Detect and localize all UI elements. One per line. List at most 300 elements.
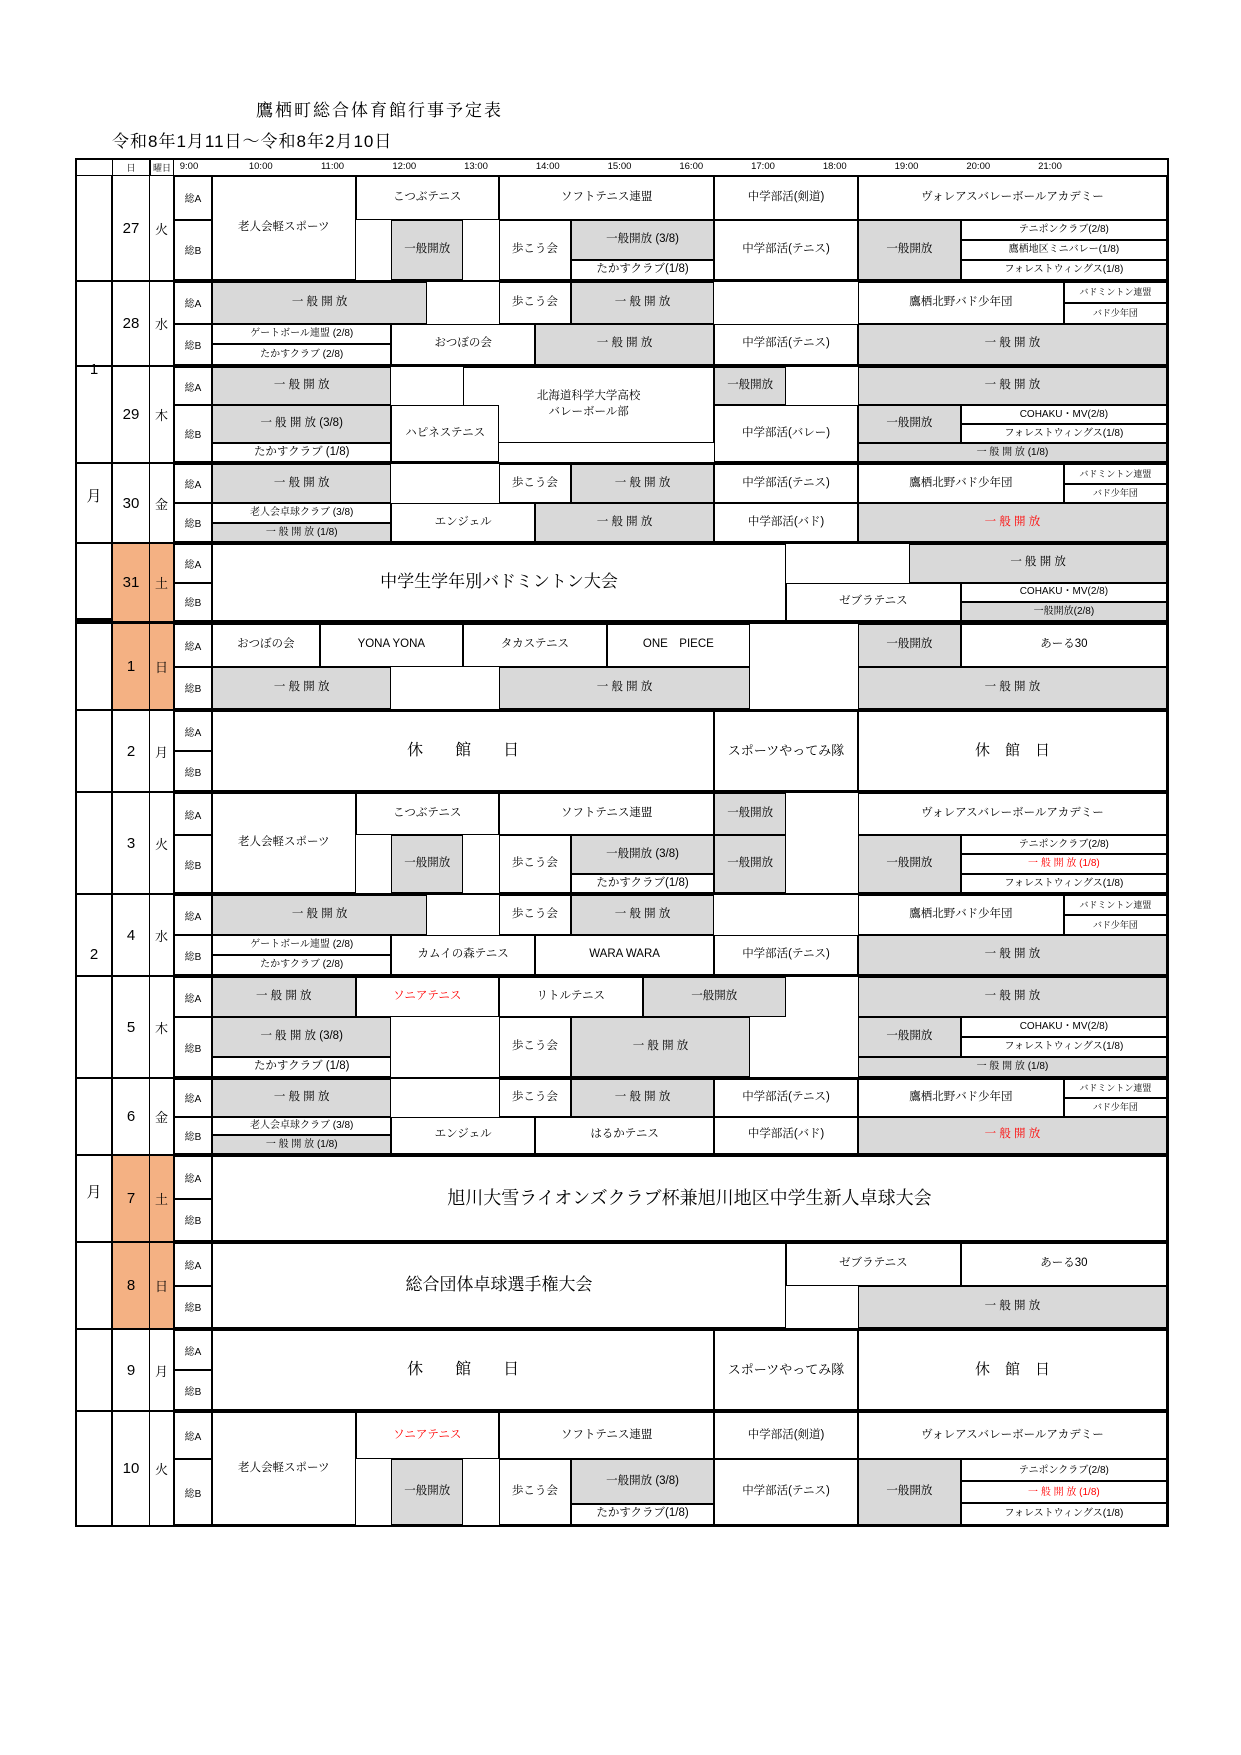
schedule-table xyxy=(75,158,1169,1527)
schedule-cell-text: 一 般 開 放 xyxy=(1010,556,1066,569)
room-label-b: 総B xyxy=(174,1370,212,1410)
schedule-cell xyxy=(961,854,1167,873)
room-label-a: 総A xyxy=(174,711,212,751)
schedule-cell-text: 一 般 開 放 xyxy=(984,1299,1041,1312)
time-label: 13:00 xyxy=(464,161,488,172)
schedule-cell xyxy=(858,1459,961,1525)
schedule-cell-text: フォレストウィングス(1/8) xyxy=(1004,427,1124,439)
schedule-cell xyxy=(714,464,858,503)
schedule-cell-text: 一 般 開 放 xyxy=(614,908,671,921)
schedule-cell-text: バド少年団 xyxy=(1093,1102,1138,1113)
schedule-cell-text: 歩こう会 xyxy=(511,1090,558,1103)
schedule-cell xyxy=(714,324,858,366)
month-label-january xyxy=(77,175,112,621)
schedule-cell-text: バド少年団 xyxy=(1093,308,1138,319)
day-number: 1 xyxy=(112,624,150,709)
time-area xyxy=(212,977,1167,1077)
schedule-cell xyxy=(212,1412,356,1525)
schedule-cell xyxy=(499,220,571,280)
schedule-cell-text: 一 般 開 放 (1/8) xyxy=(1028,858,1100,870)
day-number: 8 xyxy=(112,1243,150,1328)
time-label: 10:00 xyxy=(248,161,273,172)
schedule-cell-text: 一 般 開 放 (1/8) xyxy=(976,1061,1049,1073)
schedule-cell xyxy=(356,793,500,835)
schedule-cell-text: 鷹栖北野バド少年団 xyxy=(909,476,1013,489)
schedule-cell-text: 一般開放 xyxy=(727,857,774,870)
schedule-cell xyxy=(714,1117,858,1155)
schedule-cell xyxy=(961,240,1167,260)
month-number: 1 xyxy=(89,361,99,379)
schedule-cell-text: カムイの森テニス xyxy=(417,948,509,961)
schedule-cell-text: エンジェル xyxy=(434,1128,492,1141)
schedule-cell xyxy=(714,1459,858,1525)
schedule-cell-text: 一 般 開 放 xyxy=(984,948,1041,961)
schedule-cell-text: バド少年団 xyxy=(1093,488,1138,499)
schedule-cell xyxy=(212,793,356,893)
schedule-cell xyxy=(463,624,607,667)
schedule-cell xyxy=(909,544,1167,583)
time-area xyxy=(212,793,1167,893)
room-label-a: 総A xyxy=(174,176,212,220)
schedule-cell xyxy=(961,583,1167,602)
weekday-label: 月 xyxy=(150,1330,174,1410)
room-label-b: 総B xyxy=(174,324,212,366)
schedule-cell-text: たかすクラブ(1/8) xyxy=(596,876,689,889)
schedule-cell-text: 鷹栖地区ミニバレー(1/8) xyxy=(1008,244,1120,256)
schedule-cell xyxy=(858,835,961,893)
weekday-label: 火 xyxy=(150,176,174,280)
day-number: 10 xyxy=(112,1412,150,1525)
time-area xyxy=(212,176,1167,280)
schedule-cell-text: 北海道科学大学高校 xyxy=(536,390,641,403)
schedule-cell xyxy=(858,624,961,667)
schedule-cell xyxy=(212,344,391,365)
room-label-b: 総B xyxy=(174,1459,212,1525)
schedule-cell xyxy=(1064,1098,1167,1117)
schedule-cell xyxy=(356,176,500,220)
schedule-cell xyxy=(571,835,715,874)
weekday-label: 火 xyxy=(150,793,174,893)
schedule-cell-text: 一 般 開 放 xyxy=(291,908,348,921)
time-area xyxy=(212,1330,1167,1410)
schedule-cell-text: 一 般 開 放 xyxy=(596,515,653,528)
schedule-cell xyxy=(499,793,714,835)
schedule-cell xyxy=(858,935,1167,975)
day-row xyxy=(77,621,1167,709)
schedule-cell-text: 中学部活(テニス) xyxy=(742,476,830,489)
schedule-cell-text: 一般開放 xyxy=(886,417,933,430)
day-row xyxy=(77,1077,1167,1154)
schedule-cell xyxy=(961,260,1167,280)
schedule-cell-text: フォレストウィングス(1/8) xyxy=(1004,1041,1124,1053)
weekday-label: 木 xyxy=(150,977,174,1077)
time-area xyxy=(212,1412,1167,1525)
schedule-cell-text: 一般開放 xyxy=(404,243,451,256)
month-label-february xyxy=(77,621,112,1525)
schedule-cell-text: 一般開放 xyxy=(404,857,451,870)
time-label: 12:00 xyxy=(392,161,417,172)
schedule-cell-text: 一 般 開 放 xyxy=(614,295,671,308)
schedule-cell-text: COHAKU・MV(2/8) xyxy=(1019,1021,1109,1033)
schedule-cell-text: 一般開放 xyxy=(886,857,933,870)
schedule-cell xyxy=(858,1330,1167,1410)
schedule-cell-text: 一 般 開 放 xyxy=(984,680,1041,693)
schedule-cell xyxy=(571,1079,715,1117)
schedule-cell-text: 中学部活(テニス) xyxy=(742,948,830,961)
room-label-b: 総B xyxy=(174,751,212,791)
schedule-cell xyxy=(571,282,715,324)
schedule-cell xyxy=(714,1079,858,1117)
schedule-cell-text: ゲートボール連盟 (2/8) xyxy=(250,939,354,951)
schedule-cell-text: 中学部活(テニス) xyxy=(742,1090,830,1103)
schedule-cell xyxy=(858,1057,1167,1077)
time-area xyxy=(212,282,1167,365)
schedule-cell xyxy=(858,503,1167,542)
schedule-cell-text: リトルテニス xyxy=(536,990,606,1003)
schedule-cell xyxy=(212,667,391,710)
schedule-cell xyxy=(212,443,391,462)
schedule-cell xyxy=(212,523,391,543)
schedule-cell xyxy=(858,1286,1167,1329)
schedule-cell-text: たかすクラブ (1/8) xyxy=(253,1060,350,1073)
schedule-cell xyxy=(961,1017,1167,1037)
schedule-cell xyxy=(714,1330,858,1410)
schedule-cell-text: バレーボール部 xyxy=(548,406,629,418)
schedule-cell-text: 歩こう会 xyxy=(511,1040,558,1053)
schedule-cell xyxy=(356,977,500,1017)
schedule-cell xyxy=(786,1243,961,1286)
page-title: 鷹栖町総合体育館行事予定表 xyxy=(256,101,503,120)
schedule-cell xyxy=(858,895,1064,935)
time-label: 9:00 xyxy=(179,161,199,172)
schedule-cell xyxy=(1064,1079,1167,1098)
time-label: 11:00 xyxy=(320,161,345,172)
time-label: 14:00 xyxy=(535,161,560,172)
schedule-cell xyxy=(212,1135,391,1154)
schedule-cell xyxy=(714,711,858,791)
schedule-cell-text: 一 般 開 放 xyxy=(596,680,653,693)
schedule-cell-text: 一般開放 xyxy=(691,990,738,1003)
schedule-cell xyxy=(961,835,1167,854)
schedule-cell xyxy=(1064,484,1167,504)
time-area xyxy=(212,1079,1167,1154)
schedule-cell xyxy=(320,624,464,667)
day-row xyxy=(77,365,1167,462)
time-area xyxy=(212,1243,1167,1328)
schedule-cell-text: バドミントン連盟 xyxy=(1079,899,1152,910)
weekday-label: 金 xyxy=(150,1079,174,1154)
schedule-cell-text: テニポンクラブ(2/8) xyxy=(1018,224,1109,235)
schedule-cell xyxy=(535,1117,714,1155)
schedule-cell-text: ヴォレアスバレーボールアカデミー xyxy=(921,1428,1104,1441)
schedule-cell xyxy=(714,367,786,405)
schedule-cell-text: 中学部活(バド) xyxy=(747,515,825,528)
schedule-cell-text: 中学部活(剣道) xyxy=(747,191,825,204)
schedule-cell-text: COHAKU・MV(2/8) xyxy=(1019,586,1109,598)
schedule-cell-text: 歩こう会 xyxy=(511,476,558,489)
schedule-cell xyxy=(714,793,786,835)
schedule-cell xyxy=(499,835,571,893)
schedule-cell-text: 一 般 開 放 (1/8) xyxy=(265,526,338,538)
day-row xyxy=(77,462,1167,542)
schedule-cell xyxy=(499,667,750,710)
schedule-cell-text: 中学部活(テニス) xyxy=(742,337,830,350)
day-row xyxy=(77,791,1167,893)
schedule-cell xyxy=(212,367,391,405)
schedule-cell-text: 休 館 日 xyxy=(974,1360,1050,1378)
time-label: 21:00 xyxy=(1038,161,1062,172)
room-label-b: 総B xyxy=(174,583,212,622)
room-label-b: 総B xyxy=(174,220,212,280)
schedule-cell xyxy=(463,367,714,443)
day-row xyxy=(77,542,1167,621)
schedule-cell-text: YONA YONA xyxy=(357,638,426,651)
schedule-cell xyxy=(535,935,714,975)
schedule-cell xyxy=(571,1459,715,1503)
schedule-cell-text: ゲートボール連盟 (2/8) xyxy=(250,328,354,340)
schedule-cell xyxy=(499,1017,571,1077)
schedule-cell xyxy=(535,503,714,542)
schedule-cell-text: おつぼの会 xyxy=(434,337,492,350)
schedule-cell xyxy=(571,874,715,893)
weekday-column-header: 曜日 xyxy=(150,160,174,175)
day-row xyxy=(77,1154,1167,1241)
room-label-b: 総B xyxy=(174,1017,212,1077)
schedule-cell xyxy=(714,503,858,542)
schedule-cell xyxy=(212,324,391,345)
schedule-cell-text: 一 般 開 放 xyxy=(614,476,671,489)
time-area xyxy=(212,367,1167,462)
schedule-cell-text: 一般開放 xyxy=(727,379,774,392)
schedule-cell-text: 総合団体卓球選手権大会 xyxy=(405,1275,593,1295)
day-row xyxy=(77,1410,1167,1525)
schedule-cell xyxy=(858,176,1167,220)
schedule-cell xyxy=(858,464,1064,503)
schedule-cell-text: ソニアテニス xyxy=(393,1428,462,1441)
room-label-b: 総B xyxy=(174,503,212,542)
day-row xyxy=(77,975,1167,1077)
schedule-cell xyxy=(1064,915,1167,935)
room-label-a: 総A xyxy=(174,977,212,1017)
schedule-cell-text: 一般開放 (3/8) xyxy=(606,233,679,246)
schedule-cell xyxy=(961,1243,1167,1286)
weekday-label: 木 xyxy=(150,367,174,462)
day-number: 7 xyxy=(112,1156,150,1241)
schedule-cell-text: バドミントン連盟 xyxy=(1079,1083,1152,1094)
schedule-cell xyxy=(1064,895,1167,915)
room-label-a: 総A xyxy=(174,544,212,583)
schedule-cell xyxy=(961,405,1167,424)
schedule-cell-text: 一 般 開 放 xyxy=(984,1128,1041,1141)
schedule-cell xyxy=(961,1459,1167,1481)
schedule-cell-text: 一 般 開 放 xyxy=(614,1090,671,1103)
schedule-cell xyxy=(858,220,961,280)
schedule-cell-text: ソフトテニス連盟 xyxy=(560,807,653,820)
weekday-label: 月 xyxy=(150,711,174,791)
room-label-b: 総B xyxy=(174,1117,212,1155)
room-label-a: 総A xyxy=(174,895,212,935)
schedule-cell xyxy=(858,667,1167,710)
schedule-cell-text: 中学生学年別バドミントン大会 xyxy=(380,572,618,592)
room-label-a: 総A xyxy=(174,1412,212,1459)
weekday-label: 日 xyxy=(150,1243,174,1328)
schedule-cell xyxy=(499,282,571,324)
schedule-cell-text: 中学部活(バド) xyxy=(747,1128,825,1141)
schedule-cell xyxy=(607,624,751,667)
time-label: 15:00 xyxy=(607,161,632,172)
schedule-cell xyxy=(535,324,714,366)
schedule-cell xyxy=(212,464,391,503)
date-range: 令和8年1月11日～令和8年2月10日 xyxy=(112,132,393,151)
schedule-cell xyxy=(499,1459,571,1525)
schedule-cell xyxy=(212,1330,714,1410)
schedule-cell xyxy=(961,624,1167,667)
schedule-cell xyxy=(571,1504,715,1525)
schedule-cell xyxy=(499,176,714,220)
month-number: 2 xyxy=(89,946,99,964)
schedule-cell-text: 一般開放 xyxy=(886,1485,933,1498)
time-area xyxy=(212,1156,1167,1241)
schedule-cell xyxy=(571,1017,750,1077)
schedule-cell-text: たかすクラブ(1/8) xyxy=(596,1507,689,1520)
schedule-cell xyxy=(571,260,715,280)
schedule-cell-text: 一般開放 xyxy=(404,1485,451,1498)
weekday-label: 土 xyxy=(150,1156,174,1241)
schedule-cell xyxy=(961,424,1167,443)
schedule-cell xyxy=(212,1057,391,1077)
room-label-a: 総A xyxy=(174,1156,212,1199)
schedule-cell xyxy=(858,1017,961,1057)
schedule-cell-text: スポーツやってみ隊 xyxy=(727,1362,845,1378)
schedule-cell xyxy=(499,1412,714,1459)
day-number: 29 xyxy=(112,367,150,462)
schedule-cell-text: フォレストウィングス(1/8) xyxy=(1004,264,1124,276)
room-label-a: 総A xyxy=(174,282,212,324)
time-area xyxy=(212,544,1167,621)
schedule-cell xyxy=(858,1117,1167,1155)
schedule-cell xyxy=(961,874,1167,893)
time-area xyxy=(212,895,1167,975)
schedule-cell-text: たかすクラブ(1/8) xyxy=(596,263,689,276)
schedule-cell xyxy=(391,220,463,280)
schedule-cell-text: 休 館 日 xyxy=(407,742,520,760)
schedule-cell-text: 一 般 開 放 xyxy=(984,337,1041,350)
day-row xyxy=(77,1328,1167,1410)
schedule-cell xyxy=(499,1079,571,1117)
month-kanji: 月 xyxy=(86,1184,102,1202)
schedule-cell xyxy=(858,977,1167,1017)
schedule-cell xyxy=(212,955,391,975)
schedule-cell-text: 一 般 開 放 (1/8) xyxy=(265,1138,338,1150)
day-number: 31 xyxy=(112,544,150,621)
room-label-b: 総B xyxy=(174,667,212,710)
schedule-cell xyxy=(212,503,391,523)
schedule-cell-text: 老人会軽スポーツ xyxy=(237,836,330,849)
schedule-cell xyxy=(858,367,1167,405)
schedule-cell-text: エンジェル xyxy=(434,515,492,528)
schedule-cell-text: 鷹栖北野バド少年団 xyxy=(909,1090,1013,1103)
schedule-cell-text: 休 館 日 xyxy=(974,741,1050,759)
schedule-cell xyxy=(714,935,858,975)
room-label-a: 総A xyxy=(174,464,212,503)
schedule-cell-text: 一 般 開 放 xyxy=(632,1040,689,1053)
schedule-cell xyxy=(499,464,571,503)
schedule-cell-text: フォレストウィングス(1/8) xyxy=(1004,877,1124,889)
schedule-cell xyxy=(356,1412,500,1459)
schedule-cell xyxy=(858,324,1167,366)
day-number: 2 xyxy=(112,711,150,791)
schedule-cell-text: 老人会軽スポーツ xyxy=(237,221,330,234)
time-label: 17:00 xyxy=(751,161,775,172)
schedule-cell-text: 老人会卓球クラブ (3/8) xyxy=(250,507,354,518)
schedule-cell-text: 一 般 開 放 xyxy=(291,295,348,308)
weekday-label: 土 xyxy=(150,544,174,621)
schedule-cell xyxy=(1064,464,1167,484)
day-number: 30 xyxy=(112,464,150,542)
weekday-label: 火 xyxy=(150,1412,174,1525)
schedule-cell-text: 休 館 日 xyxy=(407,1361,520,1379)
schedule-cell xyxy=(212,282,427,324)
schedule-cell-text: 一 般 開 放 (3/8) xyxy=(260,417,343,430)
schedule-cell-text: ONE PIECE xyxy=(642,638,714,651)
time-area xyxy=(212,464,1167,542)
schedule-cell-text: 一般開放 xyxy=(727,807,774,820)
schedule-cell xyxy=(571,464,715,503)
day-row xyxy=(77,709,1167,791)
schedule-cell-text: ゼブラテニス xyxy=(839,1257,908,1270)
schedule-cell-text: 一 般 開 放 xyxy=(273,379,330,392)
day-row xyxy=(77,175,1167,280)
schedule-cell xyxy=(212,895,427,935)
schedule-cell-text: 一般開放 (3/8) xyxy=(606,1474,679,1487)
schedule-cell-text: バドミントン連盟 xyxy=(1079,468,1152,479)
schedule-cell xyxy=(961,1037,1167,1057)
schedule-cell-text: 鷹栖北野バド少年団 xyxy=(909,295,1013,308)
room-label-a: 総A xyxy=(174,367,212,405)
schedule-cell xyxy=(858,793,1167,835)
day-number: 9 xyxy=(112,1330,150,1410)
table-header xyxy=(77,160,1167,176)
schedule-cell-text: テニポンクラブ(2/8) xyxy=(1018,1464,1109,1476)
schedule-cell xyxy=(212,1017,391,1057)
time-area xyxy=(212,711,1167,791)
schedule-cell xyxy=(212,1117,391,1136)
schedule-cell xyxy=(714,176,858,220)
schedule-cell-text: はるかテニス xyxy=(590,1128,659,1141)
schedule-cell-text: ソニアテニス xyxy=(393,990,462,1003)
schedule-cell xyxy=(643,977,787,1017)
day-column-header: 日 xyxy=(112,160,150,175)
schedule-cell xyxy=(212,1243,786,1328)
schedule-cell xyxy=(1064,303,1167,324)
schedule-cell-text: 一 般 開 放 xyxy=(273,1090,330,1103)
schedule-cell-text: WARA WARA xyxy=(589,948,660,961)
schedule-cell-text: 一 般 開 放 xyxy=(984,515,1041,528)
schedule-cell xyxy=(714,835,786,893)
schedule-cell xyxy=(212,711,714,791)
schedule-cell-text: たかすクラブ (2/8) xyxy=(260,959,344,971)
schedule-cell xyxy=(391,935,535,975)
schedule-cell xyxy=(212,935,391,955)
schedule-cell xyxy=(391,835,463,893)
schedule-cell xyxy=(961,1481,1167,1503)
day-number: 4 xyxy=(112,895,150,975)
day-number: 27 xyxy=(112,176,150,280)
schedule-cell-text: ゼブラテニス xyxy=(839,594,908,607)
schedule-cell-text: 一 般 開 放 xyxy=(984,379,1041,392)
schedule-cell-text: 旭川大雪ライオンズクラブ杯兼旭川地区中学生新人卓球大会 xyxy=(447,1188,932,1209)
schedule-cell-text: 一般開放 (3/8) xyxy=(606,847,679,860)
